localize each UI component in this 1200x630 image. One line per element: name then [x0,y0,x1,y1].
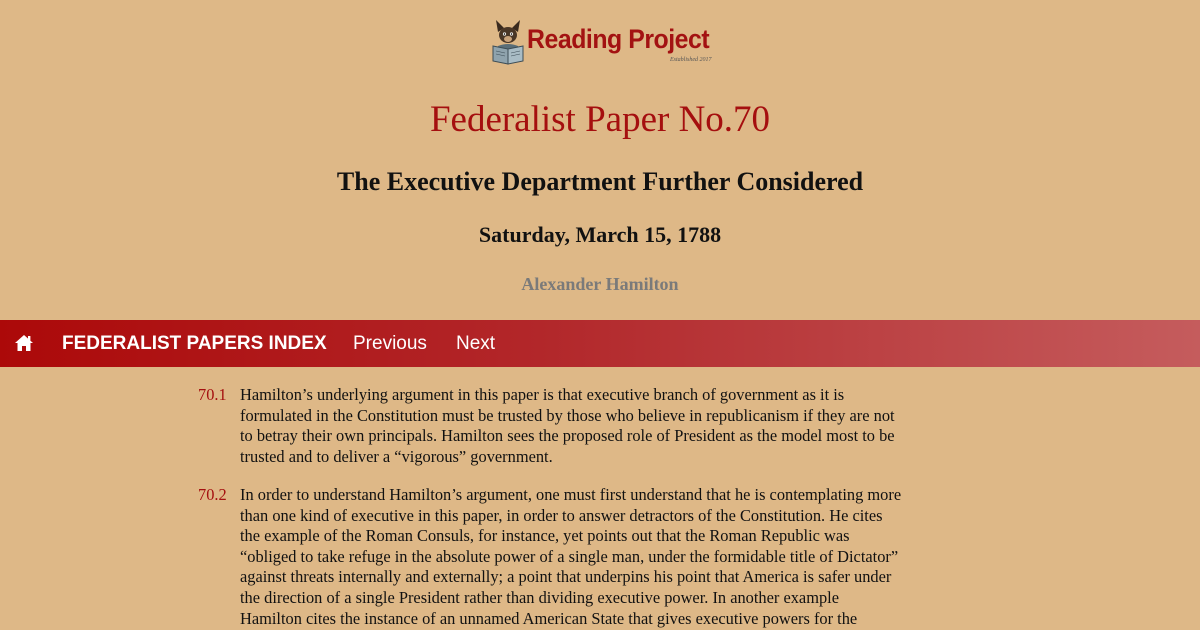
previous-link[interactable]: Previous [353,333,427,354]
logo-tagline: Established 2017 [670,57,712,63]
page-subtitle: The Executive Department Further Considered [336,167,864,196]
home-icon[interactable] [14,333,34,353]
publication-date: Saturday, March 15, 1788 [478,222,722,247]
author-name: Alexander Hamilton [521,274,679,294]
paragraph-text: In order to understand Hamilton’s argument, one must first understand that he is contemplating more than one kind of executive in this paper, in order to answer detractors of the Constitution. He cites the example of the Roman Consuls, for instance, yet points out that the Roman Republic was “obliged to take refuge in the absolute power of a single man, under the formidable title of Dictator” against threats internally and externally; a point that underpins his point that America is safer under the direction of a single President rather than dividing executive power. In another example Hamilton cites the instance of an unnamed American State that gives executive powers for the [240,485,902,628]
paragraph-70-2 [198,485,968,629]
paragraph-70-1 [198,385,968,467]
paragraph-number: 70.1 [198,385,227,404]
logo-text: Reading Project [527,24,710,54]
main-navigation-bar [0,320,1200,367]
page-title: Federalist Paper No.70 [429,99,771,140]
next-link[interactable]: Next [456,333,496,354]
book-reading-dog-icon [490,18,526,66]
federalist-index-link[interactable]: FEDERALIST PAPERS INDEX [62,333,327,354]
site-logo[interactable] [490,18,720,68]
paragraph-text: Hamilton’s underlying argument in this paper is that executive branch of government as it is formulated in the Constitution must be trusted by those who believe in republicanism if they are not to betray their own principals. Hamilton sees the proposed role of President as the model most to be trusted and to deliver a “vigorous” government. [240,385,895,466]
paragraph-number: 70.2 [198,485,227,504]
